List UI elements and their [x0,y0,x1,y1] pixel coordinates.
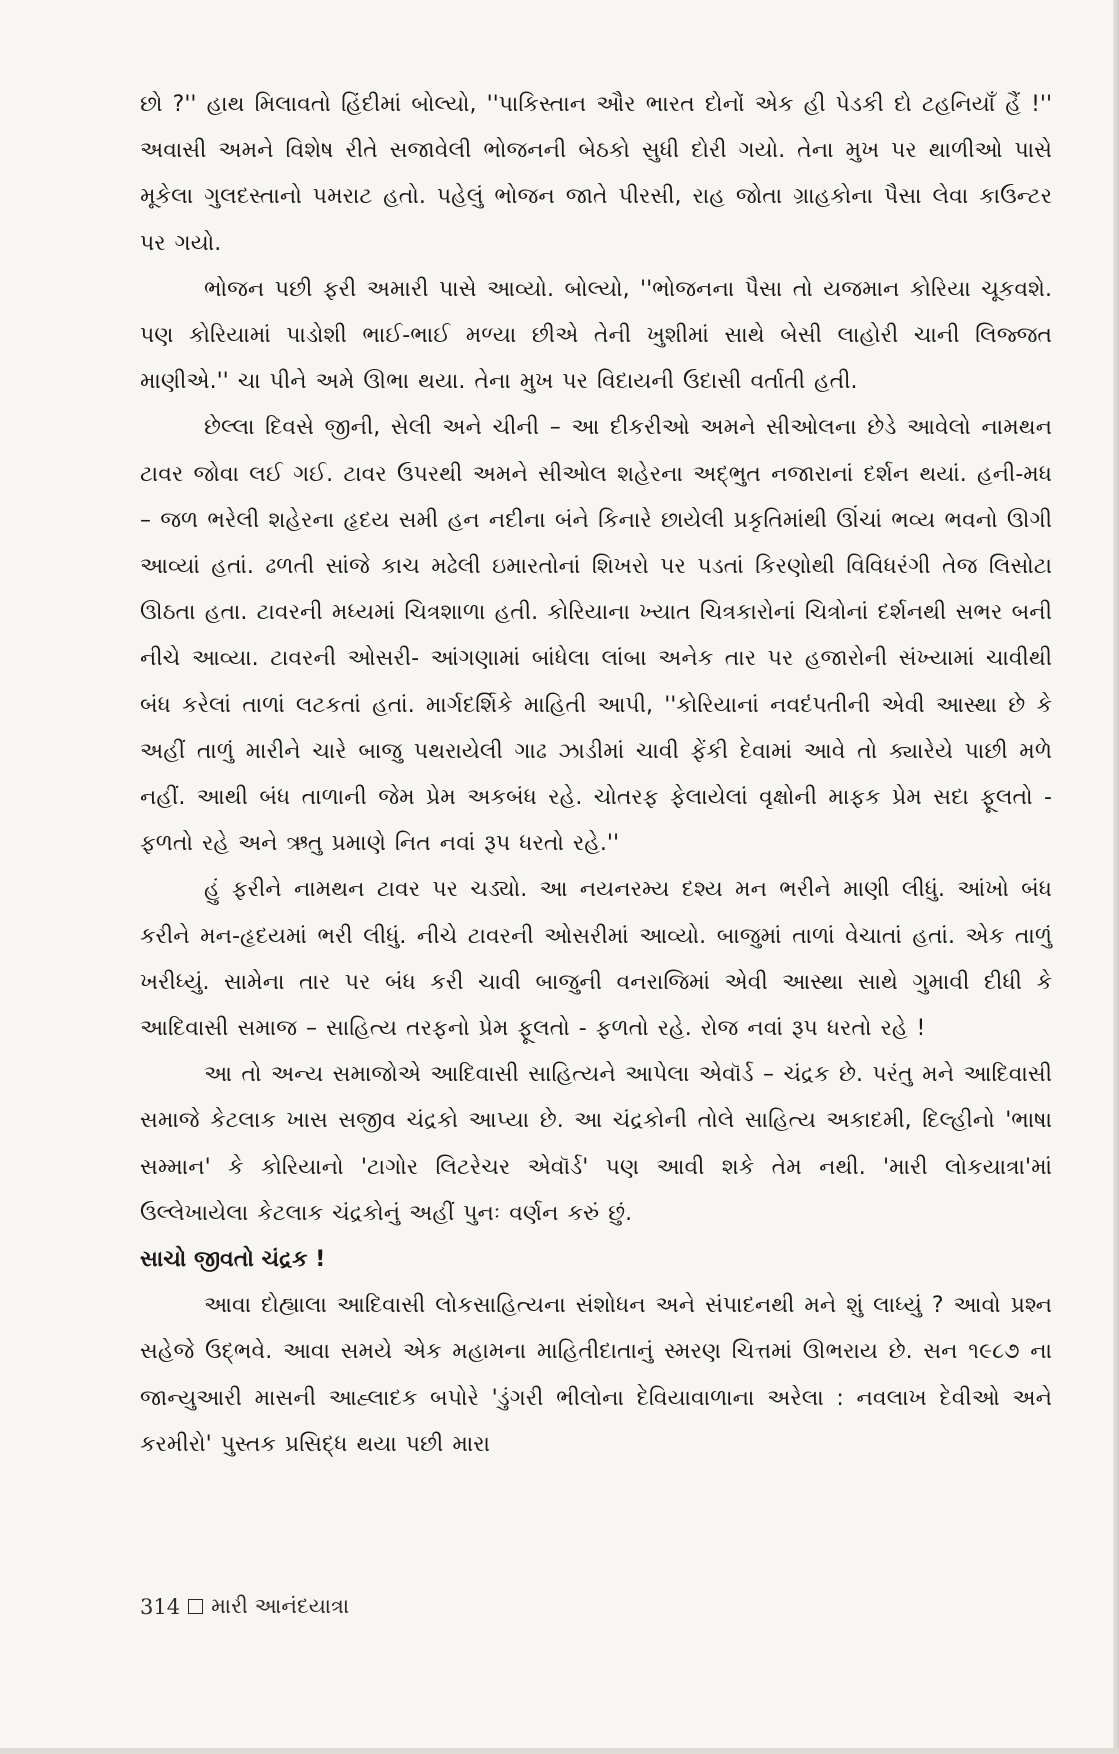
paragraph-5: આ તો અન્ય સમાજોએ આદિવાસી સાહિત્યને આપેલા એવૉર્ડ – ચંદ્રક છે. પરંતુ મને આદિવાસી સમાજે કેટલાક ખાસ સજીવ ચંદ્રકો આપ્યા છે. આ ચંદ્રકોની તોલે સાહિત્ય અકાદમી, દિલ્હીનો 'ભાષા સમ્માન' કે કોરિયાનો 'ટાગોર લિટરેચર એવૉર્ડ' પણ આવી શકે તેમ નથી. 'મારી લોકયાત્રા'માં ઉલ્લેખાયેલા કેટલાક ચંદ્રકોનું અહીં પુનઃ વર્ણન કરું છું. [140,1062,1052,1226]
section-subheading: સાચો જીવતો ચંદ્રક ! [140,1247,326,1273]
paragraph-3: છેલ્લા દિવસે જીની, સેલી અને ચીની – આ દીકરીઓ અમને સીઓલના છેડે આવેલો નામથન ટાવર જોવા લઈ ગઈ. ટાવર ઉપરથી અમને સીઓલ શહેરના અદ્ભુત નજારાનાં દર્શન થયાં. હની-મધ – જળ ભરેલી શહેરના હૃદય સમી હન નદીના બંને કિનારે છાયેલી પ્રકૃતિમાંથી ઊંચાં ભવ્ય ભવનો ઊગી આવ્યાં હતાં. ઢળતી સાંજે કાચ મઢેલી ઇમારતોનાં શિખરો પર પડતાં કિરણોથી વિવિધરંગી તેજ લિસોટા ઊઠતા હતા. ટાવરની મધ્યમાં ચિત્રશાળા હતી. કોરિયાના ખ્યાત ચિત્રકારોનાં ચિત્રોનાં દર્શનથી સભર બની નીચે આવ્યા. ટાવરની ઓસરી- આંગણામાં બાંધેલા લાંબા અનેક તાર પર હજારોની સંખ્યામાં ચાવીથી બંધ કરેલાં તાળાં લટકતાં હતાં. માર્ગદર્શિકે માહિતી આપી, ''કોરિયાનાં નવદંપતીની એવી આસ્થા છે કે અહીં તાળું મારીને ચારે બાજુ પથરાયેલી ગાઢ ઝાડીમાં ચાવી ફેંકી દેવામાં આવે તો ક્યારેયે પાછી મળે નહીં. આથી બંધ તાળાની જેમ પ્રેમ અકબંધ રહે. ચોતરફ ફેલાયેલાં વૃક્ષોની માફક પ્રેમ સદા ફૂલતો - ફળતો રહે અને ઋતુ પ્રમાણે નિત નવાં રૂપ ધરતો રહે.'' [140,415,1052,857]
paragraph-2: ભોજન પછી ફરી અમારી પાસે આવ્યો. બોલ્યો, ''ભોજનના પૈસા તો યજમાન કોરિયા ચૂકવશે. પણ કોરિયામાં પાડોશી ભાઈ-ભાઈ મળ્યા છીએ તેની ખુશીમાં સાથે બેસી લાહોરી ચાની લિજ્જત માણીએ.'' ચા પીને અમે ઊભા થયા. તેના મુખ પર વિદાયની ઉદાસી વર્તાતી હતી. [140,276,1052,395]
page-edge-bottom [0,1748,1119,1754]
page-number: 314 [140,1594,181,1619]
paragraph-4: હું ફરીને નામથન ટાવર પર ચડ્યો. આ નયનરમ્ય દશ્ય મન ભરીને માણી લીધું. આંખો બંધ કરીને મન-હૃદયમાં ભરી લીધું. નીચે ટાવરની ઓસરીમાં આવ્યો. બાજુમાં તાળાં વેચાતાં હતાં. એક તાળું ખરીધ્યું. સામેના તાર પર બંધ કરી ચાવી બાજુની વનરાજિમાં એવી આસ્થા સાથે ગુમાવી દીધી કે આદિવાસી સમાજ – સાહિત્ય તરફનો પ્રેમ ફૂલતો - ફળતો રહે. રોજ નવાં રૂપ ધરતો રહે ! [140,877,1052,1042]
paragraph-6: આવા દોહ્યાલા આદિવાસી લોકસાહિત્યના સંશોધન અને સંપાદનથી મને શું લાધ્યું ? આવો પ્રશ્ન સહેજે ઉદ્ભવે. આવા સમયે એક મહામના માહિતીદાતાનું સ્મરણ ચિત્તમાં ઊભરાય છે. સન ૧૯૮૭ ના જાન્યુઆરી માસની આહ્લાદક બપોરે 'ડુંગરી ભીલોના દેવિયાવાળાના અરેલા : નવલાખ દેવીઓ અને કરમીરો' પુસ્તક પ્રસિદ્ધ થયા પછી મારા [140,1293,1052,1457]
paragraph-1: છો ?'' હાથ મિલાવતો હિંદીમાં બોલ્યો, ''પાકિસ્તાન ઔર ભારત દોનોં એક હી પેડકી દો ટહનિયાઁ હૈં !'' અવાસી અમને વિશેષ રીતે સજાવેલી ભોજનની બેઠકો સુધી દોરી ગયો. તેના મુખ પર થાળીઓ પાસે મૂકેલા ગુલદસ્તાનો પમરાટ હતો. પહેલું ભોજન જાતે પીરસી, રાહ જોતા ગ્રાહકોના પૈસા લેવા કાઉન્ટર પર ગયો. [140,92,1052,256]
square-icon [188,1599,203,1614]
running-title: મારી આનંદયાત્રા [211,1594,350,1618]
page-edge-shadow [1113,0,1119,1754]
body-text [140,82,1052,1468]
page-footer [140,1594,349,1619]
